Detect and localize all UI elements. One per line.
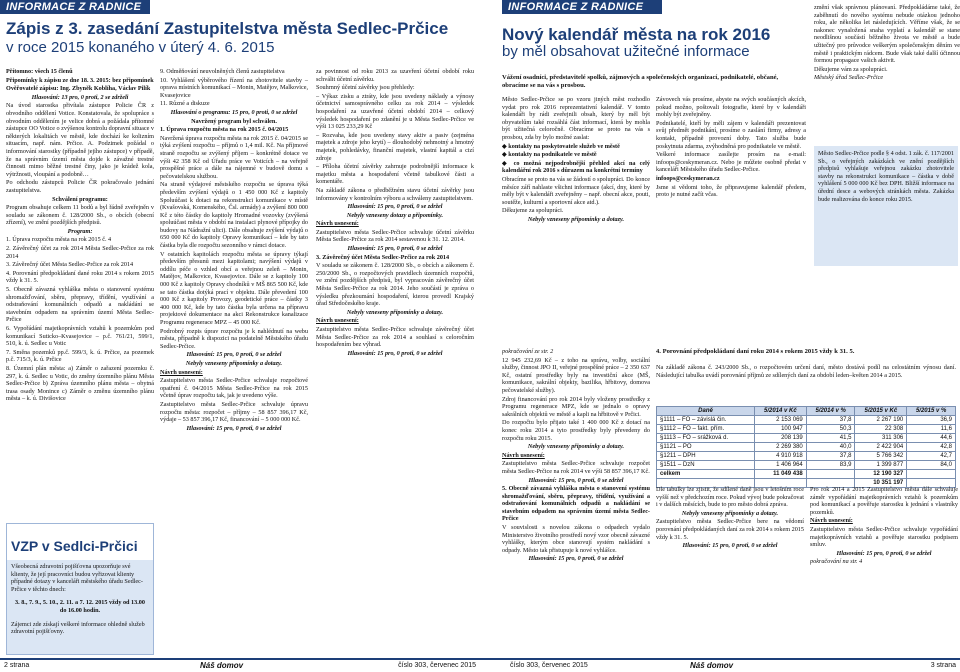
paragraph: Hlasování: 15 pro, 0 proti, 0 se zdržel <box>836 549 932 557</box>
table-cell: 83,9 <box>806 461 855 470</box>
paragraph: Program: <box>67 227 93 235</box>
lead-paragraph: Vážení osadníci, představitelé spolků, zájmových a společenských organizací, podnikatelé, občané, obracíme se na vás s prosbou. <box>502 74 779 89</box>
paragraph: Nebyly vzneseny připomínky a dotazy. <box>681 509 779 517</box>
paragraph: Hlasování: 15 pro, 0 proti, 0 se zdržel <box>528 476 624 484</box>
paragraph: Na straně výdajové městského rozpočtu se úprava týká především zvýšení výdajů o 1 450 000 Kč z kapitoly Spoluúčast k dotaci na rekonstrukci komunikace v místě (Kvašovská, Komenského, Čsl. armády) a zvýšení 800 000 Kč z této částky do kapitoly Hromadné vozovky (zvýšená spoluúčast města v období na instalaci plynové přípojky do budovy na Nádražní ulici). Dále obsahuje zvýšení výdajů o 650 000 Kč do kapitoly Opravy komunikací – kde by tato částka byla dle rozpočtu sezonního v rámci dotace. <box>160 181 308 250</box>
section-banner: INFORMACE Z RADNICE <box>0 0 150 14</box>
page-title: Nový kalendář města na rok 2016 <box>502 25 771 44</box>
paragraph: za povinnost od roku 2013 za uzavření účetní období roku schválit účetní závěrku. <box>316 68 474 83</box>
paragraph: Připomínky k zápisu ze dne 18. 3. 2015: bez připomínek <box>6 76 154 84</box>
table-row <box>657 470 956 479</box>
paragraph: Město Sedlec-Prčice se po vzoru jiných měst rozhodlo vydat pro rok 2016 reprezentativní kalendář. V tomto kalendáři by rádi zveřejnili obsah, který by měl být obyvatelům také rozsáhlá část informací, která by mohla být užitečná celoročně. Obracíme se proto na vás s prosbou, zda by bylo možné zaslat: <box>502 96 650 141</box>
paragraph: Navržený program byl schválen. <box>191 117 277 125</box>
paragraph: 6. Vypořádání majetkoprávních vztahů k pozemkům pod komunikací Suticko–Kvasejovice – p.č. 761/21, 599/1, 510, k. ú. Sedlec u Votic <box>6 325 154 348</box>
page-footer <box>480 658 960 672</box>
paragraph: 11. Různé a diskuze <box>160 100 210 108</box>
paragraph: pokračování na str. 4 <box>810 558 863 566</box>
paragraph: Zastupitelstvo města Sedlec-Prčice bere na vědomí porovnání předpokládaných daní za rok 2014 s rokem 2015 vždy k 31. 5. <box>656 518 804 541</box>
table-cell: §1112 – FO – fakt. přím. <box>657 425 755 434</box>
table-row <box>657 425 956 434</box>
table-cell: 100 947 <box>755 425 807 434</box>
paragraph: Souhrnný účetní závěrky jsou přehledy: <box>316 84 415 92</box>
paragraph: Návrh usnesení: <box>160 368 203 376</box>
page-subtitle: by měl obsahovat užitečné informace <box>502 43 750 60</box>
vzp-notice-title: VZP v Sedlci-Prčici <box>7 524 153 560</box>
issue-info: číslo 303, červenec 2015 <box>510 662 588 669</box>
table-cell: 11 049 438 <box>755 470 807 479</box>
paragraph: Návrh usnesení: <box>316 317 359 325</box>
paragraph: V souladu se zákonem č. 128/2000 Sb., o obcích a zákonem č. 250/2000 Sb., o rozpočtových pravidlech územních rozpočtů, ve znění pozdějších předpisů, byl vypracován závěrečný účet Města Sedlec-Prčice za rok 2014. Jeho součástí je zpráva o výsledku přezkoumání hospodaření, kterou provedl Krajský úřad Středočeského kraje. <box>316 262 474 308</box>
issue-info: číslo 303, červenec 2015 <box>398 662 476 669</box>
page-subtitle: v roce 2015 konaného v úterý 4. 6. 2015 <box>6 39 275 56</box>
paragraph: Hlasování: 15 pro, 0 proti, 0 se zdržel <box>682 542 778 550</box>
paragraph: Na základě zákona č. 243/2000 Sb., o rozpočtovém určení daní, město dostává podíl na celostátním výnosu daní. Následující tabulka uvádí porovnání příjmů ze sdílených daní za období leden–květen 2014 a 2015. <box>656 364 956 379</box>
paragraph: Zastupitelstvo města Sedlec-Prčice schvaluje úpravu rozpočtu města: rozpočet – příjmy – 58 857 396,17 Kč, výdaje – 53 857 396,17 Kč, financování – 5 000 000 Kč. <box>160 400 308 424</box>
paragraph: Na základě zákona o předběžném stavu účetní závěrky jsou informovány v kontrolním výboru a schváleny zastupitelstvem. <box>316 186 474 202</box>
table-cell: 22 308 <box>855 425 907 434</box>
paragraph: ◆ kontakty na podnikatele ve městě <box>502 151 597 159</box>
paragraph: – Rozvaha, kde jsou uvedeny stavy aktiv a pasiv (zejména majetek a zdroje jeho krytí) – dlouhodobý nehmotný a hmotný majetek, pohledávky, finanční majetek, vlastní kapitál a cizí zdroje <box>316 131 474 162</box>
page-title: Zápis z 3. zasedání Zastupitelstva města Sedlec-Prčice <box>6 19 449 38</box>
tax-comparison-table <box>656 406 956 488</box>
paragraph: 7. Směna pozemků pp.č. 599/3, k. ú. Prčice, za pozemek p.č. 715/3, k. ú. Prčice <box>6 348 154 364</box>
paragraph: Zastupitelstvo města Sedlec-Prčice schvaluje vypořádání majetkoprávních vztahů a pověřuje starostku podpisem smluv. <box>810 525 958 549</box>
paragraph: 10. Vyhlášení výběrového řízení na zhotovitele stavby – oprava místních komunikací – Monin, Matějov, Malkovice, Kvasejovice <box>160 76 308 99</box>
table-cell: 1 399 877 <box>855 461 907 470</box>
vzp-notice-dates: 3. 8., 7. 9., 5. 10., 2. 11. a 7. 12. 2015 vždy od 13.00 do 16.00 hodin. <box>15 599 145 614</box>
table-row <box>657 452 956 461</box>
page-number: 3 strana <box>930 662 956 669</box>
paragraph: Hlasování: 15 pro, 0 proti, 0 se zdržel <box>347 349 443 357</box>
paragraph: Nebyly vzneseny připomínky a dotazy. <box>346 308 444 316</box>
vzp-notice-box <box>6 523 154 655</box>
paragraph: 8. Územní plán města: a) Záměr o zařazení pozemku č. 297, k. ú. Sedlec u Votic, do změny územního plánu Města Sedlec-Prčice b) Zpráva územního plánu města – obytná trasa osady Monince c) Záměr o změnu územního plánu města – k. ú. Divišovice <box>6 364 154 403</box>
table-header-cell: 5/2014 v % <box>806 407 855 416</box>
table-header-cell: 5/2014 v Kč <box>755 407 807 416</box>
page-footer <box>0 658 480 672</box>
paragraph: Hlasování: 15 pro, 0 proti, 0 se zdržel <box>347 245 443 253</box>
paragraph: Zastupitelstvo města Sedlec-Prčice schvaluje rozpočet města Sedlec-Prčice na rok 2014 ve výši 58 857 396,17 Kč. <box>502 460 650 475</box>
table-header-cell: Daně <box>657 407 755 416</box>
paragraph: Městský úřad Sedlec-Prčice <box>814 74 884 82</box>
tender-notice-box: Město Sedlec-Prčice podle § 4 odst. 1 zák. č. 117/2001 Sb., o veřejných zakázkách ve znění pozdějších předpisů vyhlašuje veřejnou zakázku zhotovitele stavby na rekonstrukci komunikace – částka v době vyhlášení 5 000 000 Kč bez DPH. Bližší informace na úřední desce a webových stránkách města. Zakázka bude realizována do konce roku 2015. <box>814 146 958 266</box>
paragraph: 1. Úprava rozpočtu města na rok 2015 č. 4 <box>6 236 112 244</box>
table-cell: celkem <box>657 470 755 479</box>
paragraph: V souvislosti s novelou zákona o odpadech vydalo Ministerstvo životního prostředí nový vzor obecně závazné vyhlášky, kterým obce stanovují systém nakládání s odpady. Město tak přistupuje k nové vyhlášce. <box>502 524 650 554</box>
paragraph: 12 945 232,69 Kč – z toho na správu, volby, sociální služby, činnost JPO II, veřejné prospěšné práce – 2 350 637 Kč, ostatní prostředky byly na investiční akce (MŠ, komunikace, sakrální objekty, bazilika, hřbitovy, domova pečovatelské služby). <box>502 356 650 394</box>
paragraph: 4. Porovnání předpokládaní dané roku 2014 s rokem 2015 vždy k 31. 5. <box>6 269 154 285</box>
paragraph: Zastupitelstvo města Sedlec-Prčice schvaluje závěrečný účet Města Sedlec-Prčice za rok 2014 a souhlasí s celoročním hospodařením bez výhrad. <box>316 326 474 349</box>
paragraph: Dle tabulky lze zjistit, že sdílené daně jsou v letošním roce vyšší než v předchozím roce. Pokud vývoj bude pokračovat i v dalších měsících, bude to pro město dobrá zpráva. <box>656 486 804 509</box>
table-cell: §1121 – PO <box>657 443 755 452</box>
paragraph: 3. Závěrečný účet Města Sedlec-Prčice za rok 2014 <box>316 253 450 261</box>
paragraph: Návrh usnesení: <box>502 451 545 459</box>
paragraph: Jsme si vědomi toho, že připravujeme kalendář předem, proto je nutné začít včas. <box>656 183 806 199</box>
table-cell: 37,8 <box>806 416 855 425</box>
table-cell <box>806 470 855 479</box>
table-cell: 2 153 069 <box>755 416 807 425</box>
paragraph: Děkujeme vám za spolupráci. <box>814 65 888 73</box>
paragraph: Nebyly vzneseny připomínky a dotazy. <box>185 359 283 367</box>
paragraph: Návrh usnesení: <box>810 517 853 525</box>
paragraph: Děkujeme za spolupráci. <box>502 207 564 215</box>
paragraph: V ostatních kapitolách rozpočtu města se úpravy týkají především přesunů mezi kapitolami; navýšení výdajů v oddílu péče o vzhled obcí a veřejnou zeleň – Monin, Matějov, Malkovice, Kvasejovice. Dále se z kapitoly 100 000 Kč z kapitoly Opravy chodníků v MŠ 865 500 Kč, kde se tato částka dotýká prací v objektu. Dále převedení 100 000 Kč z kapitoly Provozy, geodetické práce – částky 3 400 000 Kč, kde by tato částka byla určena na přípravu projektové dokumentace na akci Rekonstrukce kanalizace Programu regenerace MPZ – 45 000 Kč. <box>160 250 308 326</box>
paragraph: Schválení programu: <box>52 195 108 203</box>
tax-section-text <box>656 364 956 404</box>
paragraph: Veškeré informace zasílejte prosím na e-mail: infoops@ceskymeran.cz. Nebo je můžete osobně předat v kanceláři Městského úřadu Sedlec-Prčice. <box>656 151 806 174</box>
paragraph: Podrobný rozpis úprav rozpočtu je k nahlédnutí na webu města, případně k dispozici na podatelně Městského úřadu Sedlec-Prčice. <box>160 327 308 350</box>
paragraph: Navržená úprava rozpočtu města na rok 2015 č. 04/2015 se týká zvýšení rozpočtu – příjmů o 1,4 mil. Kč. Na příjmové straně rozpočtu se zvýšený příjem – konkrétně dotace ve výši 42 358 Kč od Úřadu práce ve Voticích – na veřejně prospěšné práce a dále na nájemné v budově domu s pečovatelskou službou. <box>160 134 308 180</box>
table-cell: 2 422 904 <box>855 443 907 452</box>
magazine-name: Náš domov <box>200 661 244 670</box>
paragraph: Hlasování: 15 pro, 0 proti, 0 se zdržel <box>186 424 282 432</box>
paragraph: Hlasování: 15 pro, 0 proti, 0 se zdržel <box>347 203 443 211</box>
table-cell: §1211 – DPH <box>657 452 755 461</box>
table-cell: §1511 – DzN <box>657 461 755 470</box>
paragraph: Nebyly vzneseny dotazy a připomínky. <box>346 211 444 219</box>
table-cell: 2 269 380 <box>755 443 807 452</box>
paragraph: Hlasování: 15 pro, 0 proti, 0 se zdržel <box>186 351 282 359</box>
paragraph: Zastupitelstvo města Sedlec-Prčice schvaluje rozpočtové opatření č. 04/2015 Města Sedlec-Prčice na rok 2015 včetně úprav rozpočtu tak, jak je uvedeno výše. <box>160 377 308 400</box>
table-cell: 40,0 <box>806 443 855 452</box>
magazine-name: Náš domov <box>690 661 734 670</box>
right-page <box>480 0 960 672</box>
paragraph: – Výkaz zisku a ztráty, kde jsou uvedeny náklady a výnosy účetnictví samosprávného celku za rok 2014 – výsledek hospodaření za uzavřené účetní období 2014 – celkový výsledek hospodaření po zdanění je u Města Sedlec-Prčice ve výši 13 025 233,29 Kč <box>316 92 474 131</box>
calendar-column-3 <box>814 4 960 142</box>
table-header-row <box>657 407 956 416</box>
paragraph: Na úvod starostka přivítala zástupce Policie ČR z obvodního oddělení Votice. Konstatovala, že spolupráce s obvodním oddělením je velice dobrá a požádala přítomné zástupce OO Votice o zvýšenou kontrolu dopravní situace v některých lokalitách ve městě, kde dochází ke kolizním situacím, např. nám. Prčice. A. Podzimek požádal o informování starostky (případně jejího zástupce) v případě, že na správním území města dojde k závažné trestné činnosti mimo běžné trestné činy, jako je krádež kola, výtržnosti, vloupání a podobně… <box>6 102 154 178</box>
paragraph: Ověřovatelé zápisu: Ing. Zbyněk Koblíha, Václav Pilík <box>6 85 151 93</box>
article-column-2 <box>160 68 308 654</box>
table-cell: 50,3 <box>806 425 855 434</box>
page-number: 2 strana <box>4 662 30 669</box>
table-cell: 10 351 197 <box>855 479 907 488</box>
table-cell: 11,6 <box>907 425 956 434</box>
paragraph: pokračování ze str. 2 <box>502 348 554 355</box>
table-row <box>657 443 956 452</box>
paragraph: Návrh usnesení: <box>316 220 359 228</box>
paragraph: Podnikatelé, kteří by měli zájem v kalendáři prezentovat svůj předmět podnikání, prosíme o zaslání firmy, adresy a kontakt, případně provozní doby. Tato služba bude poskytnuta zdarma, zvýhodněná pro podnikatele ve městě. <box>656 119 806 150</box>
paragraph: Do rozpočtu bylo přijato také 1 400 000 Kč z dotací na konec roku 2014 a tyto prostředky byly převedeny do rozpočtu roku 2015. <box>502 419 650 442</box>
tax-conclusion-column <box>656 486 804 654</box>
table-cell: 4 910 918 <box>755 452 807 461</box>
table-cell: 42,8 <box>907 443 956 452</box>
table-header-cell: 5/2015 v Kč <box>855 407 907 416</box>
table-row <box>657 416 956 425</box>
paragraph: 9. Odměňování neuvolněných členů zastupitelstva <box>160 68 285 75</box>
section-banner: INFORMACE Z RADNICE <box>502 0 662 14</box>
article-column-3 <box>316 68 474 654</box>
paragraph: infoops@ceskymeran.cz <box>656 174 720 182</box>
calendar-column-1 <box>502 96 650 336</box>
vzp-notice-footer: Zájemci zde získají veškeré informace ohledně služeb zdravotní pojišťovny. <box>11 620 145 636</box>
paragraph: 5. Obecně závazná vyhláška města o stanovení systému shromažďování, sběru, přepravy, třídění, využívání a odstraňování komunálních odpadů a nakládání se stavebním odpadem na správním území Města Sedlec-Prčice <box>6 286 154 324</box>
table-cell <box>907 470 956 479</box>
table-row <box>657 434 956 443</box>
paragraph: Nebyly vzneseny připomínky a dotazy. <box>527 443 625 451</box>
paragraph: Pro rok 2014 a 2015 Zastupitelstvo města dále schvaluje záměr vypořádání majetkoprávních vztahů k pozemkům pod komunikací a pověřuje starostku k jednání s vlastníky pozemků. <box>810 486 958 516</box>
table-cell: 44,6 <box>907 434 956 443</box>
paragraph: Nebyly vzneseny připomínky a dotazy. <box>527 215 625 223</box>
paragraph: změní však správnou plánovaní. Předpokládáme také, že zaběhnutí do nového systému nebude otázkou jednoho roku, ale několika let následujících. Věříme však, že se nakonec vynaložená snaha vyplatí a kalendář se stane neodlišnou součástí běžného života ve městě a bude užitečný pro průvodce veškerým společenským děním ve městě i praktickým rádcem. Bude však také další účinnou formou propagace vašich aktivit. <box>814 4 960 65</box>
table-row <box>657 461 956 470</box>
table-cell: 84,0 <box>907 461 956 470</box>
table-cell: 36,9 <box>907 416 956 425</box>
paragraph: ◆ kontakty na poskytovatele služeb ve městě <box>502 142 620 150</box>
paragraph: ◆ co možná nejpodrobnější přehled akcí na celý kalendářní rok 2016 s důrazem na konkrétní termíny <box>502 159 650 175</box>
table-cell: 41,5 <box>806 434 855 443</box>
paragraph: Zdroj financování pro rok 2014 byly vloženy prostředky z Programu regenerace MPZ, kde se jednalo o opravy sakrálních objektů ve městě a kapli na hřbitově v Prčici. <box>502 395 650 418</box>
minutes-continued-column <box>502 348 650 654</box>
paragraph: – Příloha účetní závěrky zahrnuje podrobnější informace k majetku města a hospodaření včetně tabulkové části a komentáře. <box>316 163 474 186</box>
table-cell: §1111 – FO – závislá čin. <box>657 416 755 425</box>
table-cell: 208 139 <box>755 434 807 443</box>
paragraph: 3. Závěrečný účet Města Sedlec-Prčice za rok 2014 <box>6 261 134 269</box>
table-cell: 2 267 190 <box>855 416 907 425</box>
paragraph: 2. Závěrečný účet za rok 2014 Města Sedlec-Prčice za rok 2014 <box>6 245 154 260</box>
tax-section-heading: 4. Porovnání předpokládaní daní roku 2014 s rokem 2015 vždy k 31. 5. <box>656 348 855 355</box>
article-column-1 <box>6 68 154 520</box>
paragraph: Zastupitelstvo města Sedlec-Prčice schvaluje účetní závěrku Města Sedlec-Prčice za rok 2014 sestavenou k 31. 12. 2014. <box>316 228 474 244</box>
table-cell: §1113 – FO – srážková d. <box>657 434 755 443</box>
table-cell: 42,7 <box>907 452 956 461</box>
table-cell: 311 306 <box>855 434 907 443</box>
paragraph: 5. Obecně závazná vyhláška města o stanovení systému shromažďování, sběru, přepravy, třídění, využívání a odstraňování komunálních odpadů a nakládání se stavebním odpadem na správním území města Sedlec-Prčice <box>502 485 650 523</box>
paragraph: Závovech vás prosíme, abyste na svých součásných akcích, pokud možno, poštovali fotografie, které by v kalendáři mohly být zveřejněny. <box>656 96 806 119</box>
paragraph: Přítomno: všech 15 členů <box>6 68 73 75</box>
paragraph: Hlasování o programu: 15 pro, 0 proti, 0 se zdržel <box>170 108 298 116</box>
property-section-column <box>810 486 958 654</box>
table-header-cell: 5/2015 v % <box>907 407 956 416</box>
paragraph: Hlasování: 15 pro, 0 proti, 0 se zdržel <box>528 555 624 563</box>
table-cell: 12 190 327 <box>855 470 907 479</box>
paragraph: Program obsahuje celkem 11 bodů a byl řádně zveřejněn v souladu se zákonem č. 128/2000 Sb., o obcích (obecní zřízení), ve znění pozdějších předpisů. <box>6 204 154 227</box>
paragraph: Obracíme se proto na vás se žádostí o spolupráci. Do konce měsíce září nahlaste všichni informace (akcí, dny, které by měly být v kalendáři zveřejněny – např. obecní akce, pouti, soutěže, kulturní a sportovní akce atd.). <box>502 175 650 206</box>
table-cell: 5 766 342 <box>855 452 907 461</box>
paragraph: 1. Úprava rozpočtu města na rok 2015 č. 04/2015 <box>160 126 289 134</box>
paragraph: Po odchodu zástupců Policie ČR pokračovalo jednání zastupitelstva. <box>6 179 154 194</box>
table-cell: 37,8 <box>806 452 855 461</box>
paragraph: Hlasování: 13 pro, 0 proti, 2 se zdrželi <box>31 93 129 101</box>
calendar-column-2 <box>656 96 806 336</box>
table-cell: 1 406 964 <box>755 461 807 470</box>
vzp-notice-text: Všeobecná zdravotní pojišťovna upozorňuje své klienty, že její pracovníci budou vyřizovat klienty případné dotazy v kanceláři městského úřadu Sedlec-Prčice v těchto dnech: <box>11 563 143 593</box>
